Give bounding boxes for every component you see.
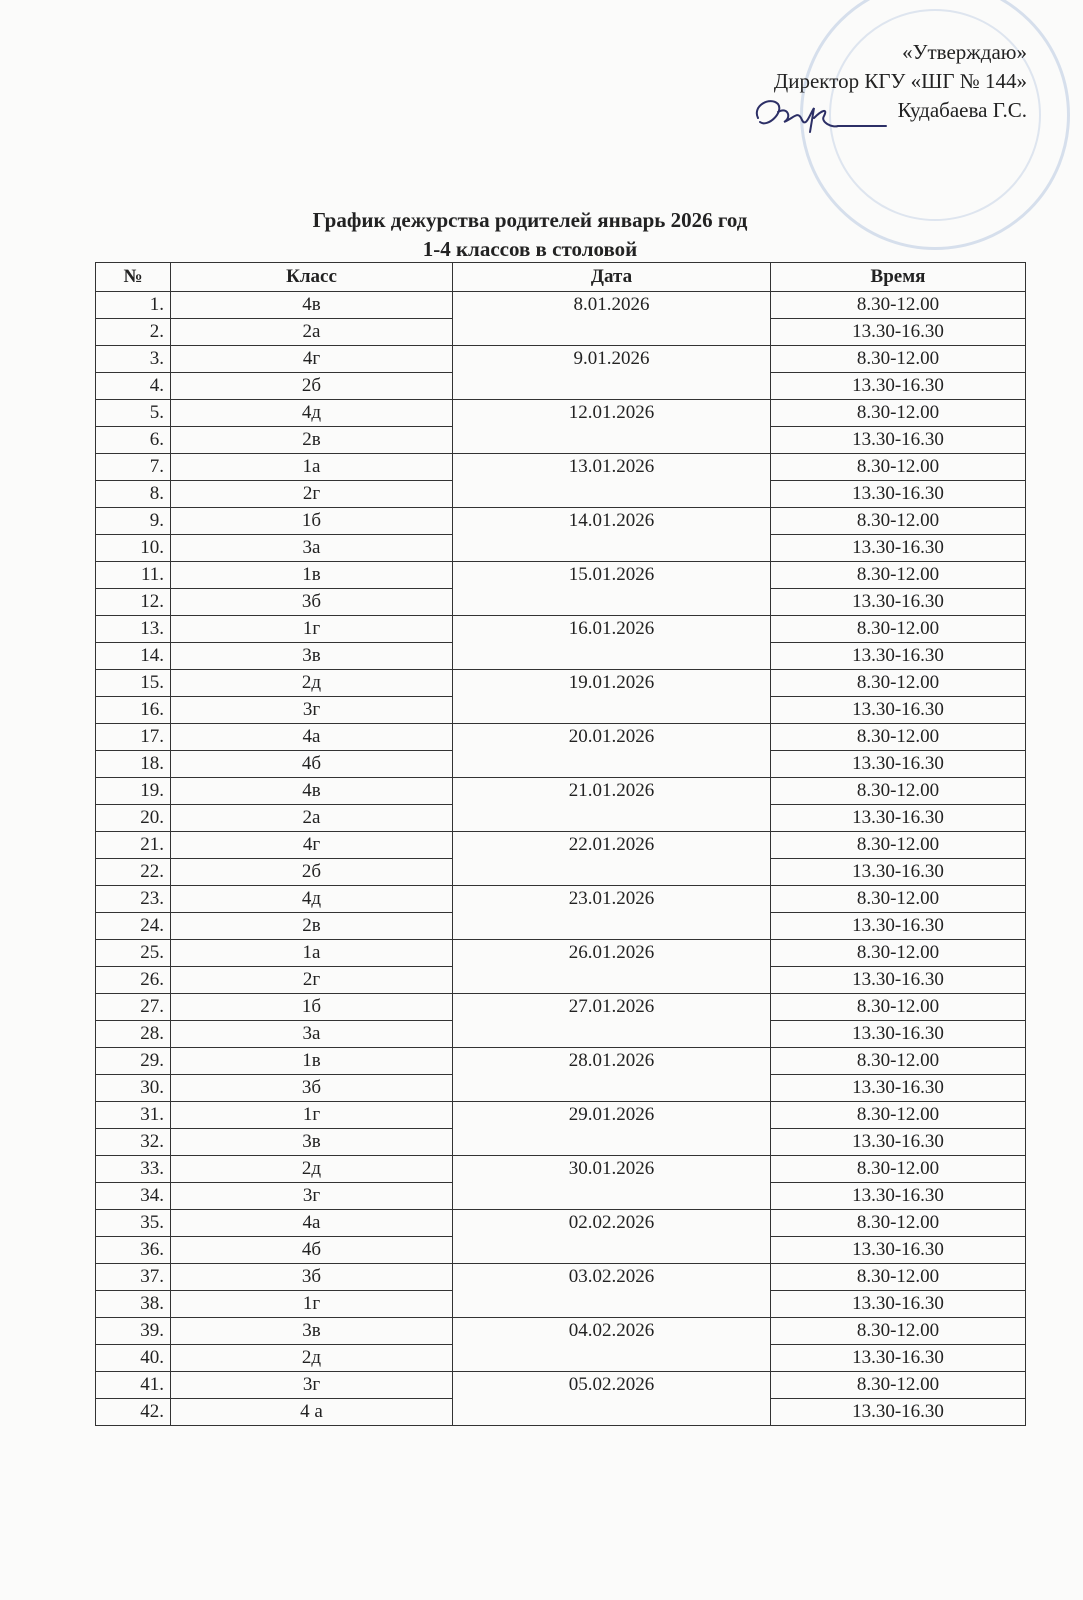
row-class: 2д (171, 670, 453, 697)
row-time: 8.30-12.00 (771, 940, 1026, 967)
row-time: 8.30-12.00 (771, 616, 1026, 643)
row-class: 4в (171, 778, 453, 805)
row-time: 8.30-12.00 (771, 724, 1026, 751)
row-time: 8.30-12.00 (771, 832, 1026, 859)
row-time: 8.30-12.00 (771, 346, 1026, 373)
row-number: 19. (96, 778, 171, 805)
table-row (96, 724, 1026, 751)
row-date: 14.01.2026 (453, 508, 771, 562)
row-class: 3а (171, 535, 453, 562)
row-time: 8.30-12.00 (771, 1156, 1026, 1183)
row-number: 9. (96, 508, 171, 535)
row-time: 13.30-16.30 (771, 751, 1026, 778)
row-time: 8.30-12.00 (771, 886, 1026, 913)
row-number: 5. (96, 400, 171, 427)
row-class: 3б (171, 1264, 453, 1291)
row-class: 2б (171, 859, 453, 886)
table-row (96, 670, 1026, 697)
duty-schedule-table (95, 262, 1026, 1426)
table-row (96, 1372, 1026, 1399)
row-class: 2д (171, 1345, 453, 1372)
row-time: 13.30-16.30 (771, 643, 1026, 670)
row-date: 13.01.2026 (453, 454, 771, 508)
row-time: 8.30-12.00 (771, 1102, 1026, 1129)
row-number: 30. (96, 1075, 171, 1102)
row-time: 13.30-16.30 (771, 697, 1026, 724)
table-row (96, 1156, 1026, 1183)
row-time: 8.30-12.00 (771, 1318, 1026, 1345)
row-time: 8.30-12.00 (771, 1264, 1026, 1291)
row-date: 04.02.2026 (453, 1318, 771, 1372)
table-body (96, 292, 1026, 1426)
row-number: 4. (96, 373, 171, 400)
row-number: 29. (96, 1048, 171, 1075)
row-time: 8.30-12.00 (771, 778, 1026, 805)
table-row (96, 1264, 1026, 1291)
row-date: 9.01.2026 (453, 346, 771, 400)
row-date: 03.02.2026 (453, 1264, 771, 1318)
row-number: 7. (96, 454, 171, 481)
row-class: 2а (171, 319, 453, 346)
row-time: 8.30-12.00 (771, 1210, 1026, 1237)
row-number: 22. (96, 859, 171, 886)
row-class: 1г (171, 1291, 453, 1318)
row-time: 13.30-16.30 (771, 1237, 1026, 1264)
row-number: 25. (96, 940, 171, 967)
row-number: 6. (96, 427, 171, 454)
row-time: 13.30-16.30 (771, 1291, 1026, 1318)
row-class: 2г (171, 481, 453, 508)
row-date: 19.01.2026 (453, 670, 771, 724)
approval-heading: «Утверждаю» (902, 40, 1027, 64)
row-time: 13.30-16.30 (771, 589, 1026, 616)
row-number: 15. (96, 670, 171, 697)
row-time: 13.30-16.30 (771, 1129, 1026, 1156)
table-row (96, 778, 1026, 805)
row-time: 13.30-16.30 (771, 1345, 1026, 1372)
row-time: 13.30-16.30 (771, 805, 1026, 832)
approval-name: Кудабаева Г.С. (897, 98, 1027, 122)
row-class: 3б (171, 1075, 453, 1102)
header-class: Класс (171, 263, 453, 292)
row-time: 13.30-16.30 (771, 967, 1026, 994)
table-row (96, 1102, 1026, 1129)
row-date: 22.01.2026 (453, 832, 771, 886)
row-class: 4г (171, 832, 453, 859)
row-time: 8.30-12.00 (771, 292, 1026, 319)
row-date: 12.01.2026 (453, 400, 771, 454)
row-class: 3г (171, 697, 453, 724)
row-class: 1б (171, 508, 453, 535)
table-row (96, 940, 1026, 967)
row-class: 4 а (171, 1399, 453, 1426)
table-row (96, 1048, 1026, 1075)
row-date: 15.01.2026 (453, 562, 771, 616)
table-row (96, 994, 1026, 1021)
row-time: 8.30-12.00 (771, 1372, 1026, 1399)
row-date: 26.01.2026 (453, 940, 771, 994)
row-class: 2в (171, 427, 453, 454)
row-time: 13.30-16.30 (771, 913, 1026, 940)
row-number: 38. (96, 1291, 171, 1318)
row-number: 8. (96, 481, 171, 508)
table-row (96, 454, 1026, 481)
approval-position: Директор КГУ «ШГ № 144» (773, 69, 1027, 93)
row-time: 13.30-16.30 (771, 481, 1026, 508)
table-row (96, 832, 1026, 859)
row-number: 27. (96, 994, 171, 1021)
row-date: 28.01.2026 (453, 1048, 771, 1102)
row-number: 13. (96, 616, 171, 643)
row-time: 8.30-12.00 (771, 670, 1026, 697)
header-date: Дата (453, 263, 771, 292)
row-class: 1г (171, 616, 453, 643)
row-class: 1в (171, 562, 453, 589)
row-class: 3г (171, 1183, 453, 1210)
row-time: 13.30-16.30 (771, 535, 1026, 562)
row-class: 4г (171, 346, 453, 373)
row-class: 2б (171, 373, 453, 400)
row-time: 8.30-12.00 (771, 508, 1026, 535)
row-number: 42. (96, 1399, 171, 1426)
row-date: 05.02.2026 (453, 1372, 771, 1426)
row-class: 2в (171, 913, 453, 940)
row-date: 02.02.2026 (453, 1210, 771, 1264)
row-class: 4в (171, 292, 453, 319)
row-date: 23.01.2026 (453, 886, 771, 940)
row-class: 3в (171, 1129, 453, 1156)
row-number: 39. (96, 1318, 171, 1345)
document-subtitle: 1-4 классов в столовой (422, 237, 638, 261)
row-class: 1б (171, 994, 453, 1021)
row-class: 4а (171, 724, 453, 751)
row-class: 4д (171, 400, 453, 427)
row-class: 4б (171, 1237, 453, 1264)
row-number: 23. (96, 886, 171, 913)
row-number: 12. (96, 589, 171, 616)
row-class: 3в (171, 643, 453, 670)
row-number: 18. (96, 751, 171, 778)
row-time: 13.30-16.30 (771, 1021, 1026, 1048)
document-title: График дежурства родителей январь 2026 год (312, 208, 748, 232)
row-class: 3б (171, 589, 453, 616)
row-time: 13.30-16.30 (771, 1399, 1026, 1426)
row-number: 10. (96, 535, 171, 562)
row-time: 13.30-16.30 (771, 319, 1026, 346)
row-number: 11. (96, 562, 171, 589)
row-time: 8.30-12.00 (771, 1048, 1026, 1075)
table-header-row (96, 263, 1026, 292)
row-number: 31. (96, 1102, 171, 1129)
row-time: 8.30-12.00 (771, 994, 1026, 1021)
handwritten-signature (748, 88, 888, 136)
table-row (96, 886, 1026, 913)
row-time: 13.30-16.30 (771, 427, 1026, 454)
row-class: 1г (171, 1102, 453, 1129)
row-number: 20. (96, 805, 171, 832)
table-row (96, 346, 1026, 373)
row-class: 3в (171, 1318, 453, 1345)
row-number: 35. (96, 1210, 171, 1237)
row-time: 13.30-16.30 (771, 373, 1026, 400)
row-time: 13.30-16.30 (771, 1075, 1026, 1102)
row-number: 14. (96, 643, 171, 670)
table-row (96, 1318, 1026, 1345)
row-class: 4б (171, 751, 453, 778)
table-row (96, 562, 1026, 589)
row-class: 3г (171, 1372, 453, 1399)
table-row (96, 400, 1026, 427)
row-class: 2д (171, 1156, 453, 1183)
row-class: 2г (171, 967, 453, 994)
row-time: 13.30-16.30 (771, 859, 1026, 886)
row-class: 1а (171, 454, 453, 481)
row-number: 2. (96, 319, 171, 346)
row-number: 33. (96, 1156, 171, 1183)
row-class: 3а (171, 1021, 453, 1048)
row-number: 1. (96, 292, 171, 319)
row-date: 29.01.2026 (453, 1102, 771, 1156)
row-number: 21. (96, 832, 171, 859)
row-number: 3. (96, 346, 171, 373)
row-number: 26. (96, 967, 171, 994)
row-class: 1в (171, 1048, 453, 1075)
row-number: 28. (96, 1021, 171, 1048)
row-date: 8.01.2026 (453, 292, 771, 346)
table-row (96, 508, 1026, 535)
row-date: 30.01.2026 (453, 1156, 771, 1210)
row-number: 34. (96, 1183, 171, 1210)
row-number: 36. (96, 1237, 171, 1264)
row-class: 2а (171, 805, 453, 832)
row-time: 8.30-12.00 (771, 454, 1026, 481)
row-time: 8.30-12.00 (771, 400, 1026, 427)
header-time: Время (771, 263, 1026, 292)
row-time: 8.30-12.00 (771, 562, 1026, 589)
row-number: 32. (96, 1129, 171, 1156)
row-date: 27.01.2026 (453, 994, 771, 1048)
row-date: 21.01.2026 (453, 778, 771, 832)
table-row (96, 616, 1026, 643)
row-number: 37. (96, 1264, 171, 1291)
row-number: 17. (96, 724, 171, 751)
row-class: 4д (171, 886, 453, 913)
row-number: 40. (96, 1345, 171, 1372)
table-row (96, 292, 1026, 319)
table-row (96, 1210, 1026, 1237)
row-number: 41. (96, 1372, 171, 1399)
row-time: 13.30-16.30 (771, 1183, 1026, 1210)
row-number: 16. (96, 697, 171, 724)
row-class: 1а (171, 940, 453, 967)
row-date: 16.01.2026 (453, 616, 771, 670)
header-number: № (96, 263, 171, 292)
row-date: 20.01.2026 (453, 724, 771, 778)
row-number: 24. (96, 913, 171, 940)
row-class: 4а (171, 1210, 453, 1237)
